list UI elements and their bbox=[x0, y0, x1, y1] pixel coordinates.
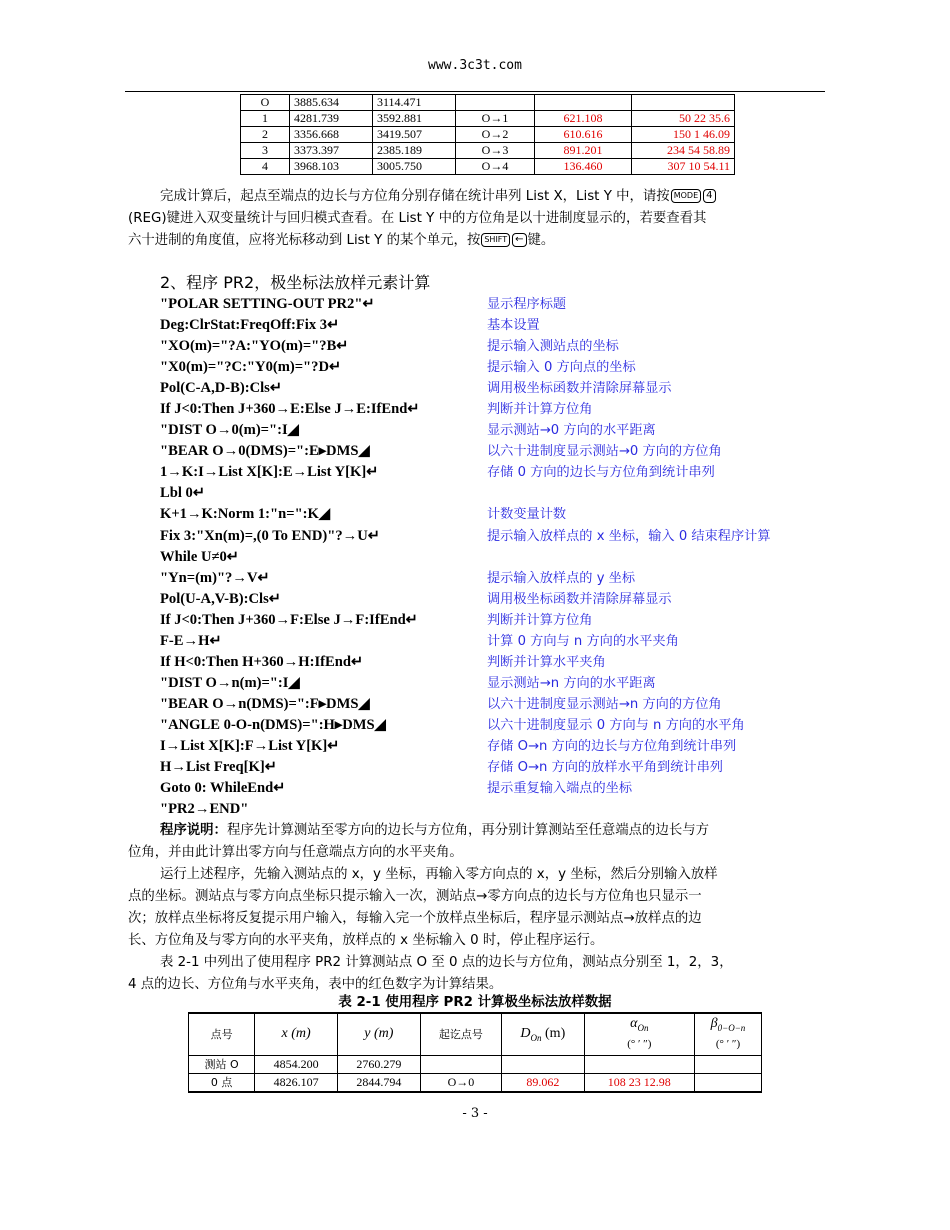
para1-line1: 完成计算后，起点至端点的边长与方位角分别存储在统计串列 List X，List Y 中，请按 bbox=[160, 189, 670, 204]
table-polar-setting-out bbox=[188, 1012, 762, 1093]
table-cell bbox=[695, 1055, 762, 1073]
table-cell: 307 10 54.11 bbox=[632, 159, 735, 175]
code-line: "BEAR O→n(DMS)=":F▸DMS◢ bbox=[160, 695, 370, 712]
col-header-angle: $\beta_{0-O-n}$ (° ′ ″) bbox=[695, 1013, 762, 1055]
code-line: Fix 3:"Xn(m)=,(0 To END)"?→U↵ bbox=[160, 527, 380, 544]
code-comment bbox=[487, 799, 771, 820]
table-cell bbox=[632, 95, 735, 111]
key-4-icon: 4 bbox=[703, 189, 715, 203]
code-comment: 提示输入放样点的 y 坐标 bbox=[487, 570, 636, 586]
code-line: H→List Freq[K]↵ bbox=[160, 759, 277, 776]
table-row bbox=[241, 111, 735, 127]
section-title: 2、程序 PR2，极坐标法放样元素计算 bbox=[160, 273, 431, 292]
program-comments bbox=[487, 294, 771, 820]
table-cell: 3114.471 bbox=[373, 95, 456, 111]
col-header-x: x (m) bbox=[281, 1026, 311, 1042]
table-row bbox=[241, 127, 735, 143]
code-comment: 存储 O→n 方向的边长与方位角到统计串列 bbox=[487, 738, 737, 754]
code-line: "DIST O→n(m)=":I◢ bbox=[160, 674, 300, 691]
para1-line3: 六十进制的角度值，应将光标移动到 List Y 的某个单元，按 bbox=[128, 233, 481, 248]
code-line: While U≠0↵ bbox=[160, 548, 240, 565]
table-cell: 2760.279 bbox=[337, 1055, 420, 1073]
col-header-y: y (m) bbox=[364, 1026, 394, 1042]
table-cell: 89.062 bbox=[502, 1073, 585, 1092]
code-comment: 计数变量计数 bbox=[487, 507, 567, 523]
table-cell: 3592.881 bbox=[373, 111, 456, 127]
table-cell bbox=[584, 1055, 694, 1073]
table-cell: 3968.103 bbox=[290, 159, 373, 175]
code-line: Lbl 0↵ bbox=[160, 485, 206, 502]
table-row bbox=[241, 143, 735, 159]
table-cell: 50 22 35.6 bbox=[632, 111, 735, 127]
table-cell: 621.108 bbox=[535, 111, 632, 127]
code-line: If J<0:Then J+360→E:Else J→E:IfEnd↵ bbox=[160, 401, 420, 418]
table-row bbox=[189, 1055, 762, 1073]
code-line: "POLAR SETTING-OUT PR2"↵ bbox=[160, 296, 375, 312]
table-cell: O→0 bbox=[420, 1073, 501, 1092]
para4-line1: 表 2-1 中列出了使用程序 PR2 计算测站点 O 至 0 点的边长与方位角，测站点分别至 1，2，3， bbox=[160, 955, 733, 970]
code-comment: 提示输入放样点的 x 坐标，输入 0 结束程序计算 bbox=[487, 528, 771, 544]
code-comment: 显示测站→0 方向的水平距离 bbox=[487, 423, 656, 439]
table-cell: 2844.794 bbox=[337, 1073, 420, 1092]
table-cell: 3419.507 bbox=[373, 127, 456, 143]
table-cell bbox=[420, 1055, 501, 1073]
paragraph-storage-note bbox=[128, 186, 828, 252]
table-cell: 1 bbox=[241, 111, 290, 127]
table-cell bbox=[502, 1055, 585, 1073]
table-cell: 2385.189 bbox=[373, 143, 456, 159]
code-line: Deg:ClrStat:FreqOff:Fix 3↵ bbox=[160, 317, 340, 334]
table-cell: O→3 bbox=[456, 143, 535, 159]
code-line: "ANGLE 0-O-n(DMS)=":H▸DMS◢ bbox=[160, 716, 386, 733]
table-cell: 108 23 12.98 bbox=[584, 1073, 694, 1092]
program-code bbox=[160, 294, 420, 820]
header-rule bbox=[125, 91, 825, 92]
code-line: "X0(m)="?C:"Y0(m)="?D↵ bbox=[160, 359, 342, 376]
backspace-key-icon: ← bbox=[512, 233, 526, 247]
code-line: "XO(m)="?A:"YO(m)="?B↵ bbox=[160, 338, 349, 355]
table-cell: 891.201 bbox=[535, 143, 632, 159]
para4-line2: 4 点的边长、方位角与水平夹角，表中的红色数字为计算结果。 bbox=[128, 977, 503, 992]
code-line: If H<0:Then H+360→H:IfEnd↵ bbox=[160, 653, 364, 670]
table-cell: 0 点 bbox=[189, 1073, 255, 1092]
table-cell: O→4 bbox=[456, 159, 535, 175]
col-header-azimuth: $\alpha_{On}$ (° ′ ″) bbox=[584, 1013, 694, 1055]
table-cell: 4854.200 bbox=[255, 1055, 338, 1073]
page-number: - 3 - bbox=[462, 1106, 488, 1121]
table-cell: 测站 O bbox=[189, 1055, 255, 1073]
table-row bbox=[241, 159, 735, 175]
code-comment: 判断并计算方位角 bbox=[487, 402, 593, 418]
para3-line3: 次；放样点坐标将反复提示用户输入，每输入完一个放样点坐标后，程序显示测站点→放样点的边 bbox=[128, 911, 702, 926]
code-line: Pol(C-A,D-B):Cls↵ bbox=[160, 380, 283, 397]
col-header-point: 点号 bbox=[189, 1013, 255, 1055]
code-line: "BEAR O→0(DMS)=":E▸DMS◢ bbox=[160, 443, 370, 460]
table-cell: 3885.634 bbox=[290, 95, 373, 111]
table-cell: 4 bbox=[241, 159, 290, 175]
para2-line2: 位角，并由此计算出零方向与任意端点方向的水平夹角。 bbox=[128, 845, 463, 860]
mode-key-icon: MODE bbox=[671, 189, 701, 203]
table-coordinates-top bbox=[240, 94, 735, 175]
paragraph-program-description bbox=[128, 820, 828, 864]
table-row bbox=[241, 95, 735, 111]
code-line: "Yn=(m)"?→V↵ bbox=[160, 569, 270, 586]
table-cell: O bbox=[241, 95, 290, 111]
para3-line1: 运行上述程序，先输入测站点的 x，y 坐标，再输入零方向点的 x，y 坐标，然后分别输入放样 bbox=[160, 867, 718, 882]
para3-line2: 点的坐标。测站点与零方向点坐标只提示输入一次，测站点→零方向点的边长与方位角也只显示一 bbox=[128, 889, 702, 904]
code-line: If J<0:Then J+360→F:Else J→F:IfEnd↵ bbox=[160, 611, 418, 628]
para1-line2: (REG)键进入双变量统计与回归模式查看。在 List Y 中的方位角是以十进制度显示的，若要查看其 bbox=[128, 211, 707, 226]
code-line: F-E→H↵ bbox=[160, 632, 222, 649]
table-cell: O→1 bbox=[456, 111, 535, 127]
paragraph-running bbox=[128, 864, 828, 952]
col-header-from-to: 起讫点号 bbox=[420, 1013, 501, 1055]
code-comment: 判断并计算方位角 bbox=[487, 612, 593, 628]
table-row bbox=[189, 1073, 762, 1092]
table-cell: 3 bbox=[241, 143, 290, 159]
code-comment: 调用极坐标函数并清除屏幕显示 bbox=[487, 591, 672, 607]
code-comment: 判断并计算水平夹角 bbox=[487, 654, 606, 670]
table-cell: O→2 bbox=[456, 127, 535, 143]
col-header-distance: $D_{On}$ (m) bbox=[502, 1013, 585, 1055]
table-cell bbox=[456, 95, 535, 111]
table-cell: 4826.107 bbox=[255, 1073, 338, 1092]
code-comment: 以六十进制度显示测站→n 方向的方位角 bbox=[487, 696, 722, 712]
code-comment: 存储 0 方向的边长与方位角到统计串列 bbox=[487, 465, 715, 481]
code-comment: 调用极坐标函数并清除屏幕显示 bbox=[487, 381, 672, 397]
code-comment: 显示测站→n 方向的水平距离 bbox=[487, 675, 656, 691]
code-line: K+1→K:Norm 1:"n=":K◢ bbox=[160, 506, 331, 523]
para2-line1: 程序先计算测站至零方向的边长与方位角，再分别计算测站至任意端点的边长与方 bbox=[226, 823, 710, 838]
code-comment: 存储 O→n 方向的放样水平角到统计串列 bbox=[487, 760, 723, 776]
para1-line3-end: 键。 bbox=[527, 233, 555, 248]
code-line: Goto 0: WhileEnd↵ bbox=[160, 780, 286, 797]
code-comment bbox=[487, 483, 771, 504]
table-cell: 150 1 46.09 bbox=[632, 127, 735, 143]
table-cell: 3005.750 bbox=[373, 159, 456, 175]
table-cell: 610.616 bbox=[535, 127, 632, 143]
code-comment: 显示程序标题 bbox=[487, 297, 567, 312]
code-line: "DIST O→0(m)=":I◢ bbox=[160, 422, 299, 439]
code-comment: 基本设置 bbox=[487, 318, 540, 334]
table-cell: 136.460 bbox=[535, 159, 632, 175]
code-comment bbox=[487, 547, 771, 568]
code-comment: 以六十进制度显示 0 方向与 n 方向的水平角 bbox=[487, 717, 745, 733]
code-line: I→List X[K]:F→List Y[K]↵ bbox=[160, 737, 340, 754]
table2-caption: 表 2-1 使用程序 PR2 计算极坐标法放样数据 bbox=[338, 995, 612, 1010]
code-line: 1→K:I→List X[K]:E→List Y[K]↵ bbox=[160, 464, 379, 481]
para2-label: 程序说明： bbox=[160, 823, 227, 838]
shift-key-icon: SHIFT bbox=[481, 233, 510, 247]
para3-line4: 长、方位角及与零方向的水平夹角，放样点的 x 坐标输入 0 时，停止程序运行。 bbox=[128, 933, 604, 948]
table-cell: 234 54 58.89 bbox=[632, 143, 735, 159]
table-cell: 3356.668 bbox=[290, 127, 373, 143]
code-line: Pol(U-A,V-B):Cls↵ bbox=[160, 590, 281, 607]
header-url: www.3c3t.com bbox=[428, 58, 522, 73]
table-cell: 3373.397 bbox=[290, 143, 373, 159]
table-cell bbox=[535, 95, 632, 111]
code-comment: 以六十进制度显示测站→0 方向的方位角 bbox=[487, 444, 722, 460]
code-comment: 提示输入测站点的坐标 bbox=[487, 339, 619, 355]
code-comment: 计算 0 方向与 n 方向的水平夹角 bbox=[487, 633, 679, 649]
table-cell: 2 bbox=[241, 127, 290, 143]
paragraph-table-intro bbox=[128, 952, 828, 996]
code-comment: 提示输入 0 方向点的坐标 bbox=[487, 360, 636, 376]
table-cell bbox=[695, 1073, 762, 1092]
code-line: "PR2→END" bbox=[160, 801, 249, 818]
code-comment: 提示重复输入端点的坐标 bbox=[487, 781, 633, 797]
table-cell: 4281.739 bbox=[290, 111, 373, 127]
